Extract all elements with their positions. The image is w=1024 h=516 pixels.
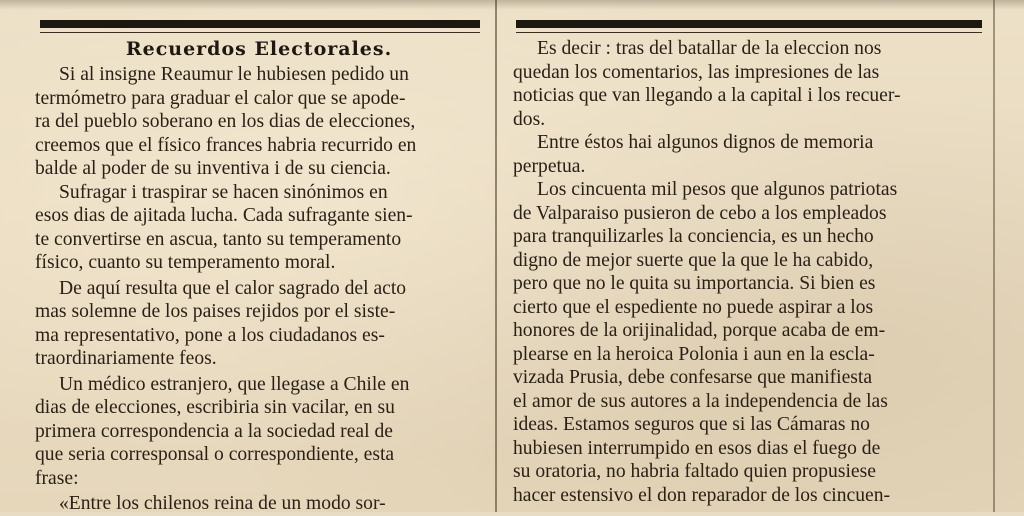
right-column (508, 0, 990, 512)
text-line: honores de la orijinalidad, porque acaba de em- (513, 320, 886, 341)
right-edge-divider (993, 0, 995, 512)
text-line: ma representativo, pone a los ciudadanos es- (35, 324, 385, 346)
text-line: físico, cuanto su temperamento moral. (35, 252, 336, 273)
text-line: Sufragar i traspirar se hacen sinónimos en (59, 181, 388, 203)
text-line: traordinariamente feos. (35, 348, 217, 369)
text-line: hubiesen interrumpido en esos dias el fuego de (513, 437, 881, 459)
left-column-thin-rule (40, 32, 480, 33)
text-line: Si al insigne Reaumur le hubiesen pedido un (59, 64, 409, 85)
text-line: ra del pueblo soberano en los dias de elecciones, (35, 111, 416, 132)
text-line: dos. (513, 108, 546, 130)
text-line: mas solemne de los paises rejidos por el siste- (35, 301, 396, 322)
text-line: quedan los comentarios, las impresiones de las (513, 61, 880, 83)
text-line: de Valparaiso pusieron de cebo a los empleados (513, 202, 887, 224)
text-line: esos dias de ajitada lucha. Cada sufragante sien- (35, 205, 413, 226)
text-line: plearse en la heroica Polonia i aun en la escla- (513, 343, 875, 365)
text-line: De aquí resulta que el calor sagrado del acto (59, 277, 407, 299)
text-line: ideas. Estamos seguros que si las Cámaras no (513, 414, 870, 435)
text-line: pero que no le quita su importancia. Si bien es (513, 273, 876, 294)
left-column-text (35, 63, 487, 516)
text-line: cierto que el espediente no puede aspirar a los (513, 296, 874, 318)
text-line: perpetua. (513, 155, 586, 177)
right-column-thin-rule (516, 32, 982, 33)
paragraph (35, 181, 487, 275)
text-line: balde al poder de su inventiva i de su ciencia. (35, 158, 391, 179)
text-line: Los cincuenta mil pesos que algunos patriotas (537, 179, 898, 200)
left-column (30, 0, 488, 512)
text-line: frase: (35, 467, 79, 489)
paragraph (513, 131, 983, 178)
paragraph (35, 373, 487, 491)
text-line: noticias que van llegando a la capital i los recuer- (513, 85, 901, 106)
text-line: Entre éstos hai algunos dignos de memoria (537, 132, 874, 153)
paragraph (35, 63, 487, 181)
right-column-thick-rule (516, 20, 982, 28)
text-line: hacer estensivo el don reparador de los cincuen- (513, 484, 891, 506)
paragraph (513, 178, 983, 507)
paragraph (35, 277, 487, 371)
text-line: digno de mejor suerte que la que le ha cabido, (513, 249, 874, 271)
text-line: para tranquilizarles la conciencia, es un hecho (513, 226, 874, 247)
text-line: su oratoria, no habria faltado quien propusiese (513, 461, 876, 482)
text-line: te convertirse en ascua, tanto su temperamento (35, 228, 402, 250)
text-line: vizada Prusia, debe confesarse que manifiesta (513, 367, 873, 388)
right-column-text (513, 37, 983, 507)
text-line: dias de elecciones, escribiria sin vacilar, en su (35, 397, 395, 418)
text-line: primera correspondencia a la sociedad real de (35, 420, 393, 442)
column-divider (495, 0, 497, 512)
left-column-thick-rule (40, 20, 480, 28)
text-line: el amor de sus autores a la independencia de las (513, 390, 888, 412)
paragraph (513, 37, 983, 131)
text-line: que seria corresponsal o correspondiente, esta (35, 444, 395, 465)
text-line: Un médico estranjero, que llegase a Chile en (59, 373, 410, 395)
article-headline: Recuerdos Electorales. (125, 38, 393, 60)
text-line: creemos que el físico frances habria recurrido en (35, 134, 417, 156)
text-line: termómetro para graduar el calor que se apode- (35, 87, 406, 109)
text-line: «Entre los chilenos reina de un modo sor- (59, 493, 386, 514)
text-line: Es decir : tras del batallar de la eleccion nos (537, 38, 882, 59)
